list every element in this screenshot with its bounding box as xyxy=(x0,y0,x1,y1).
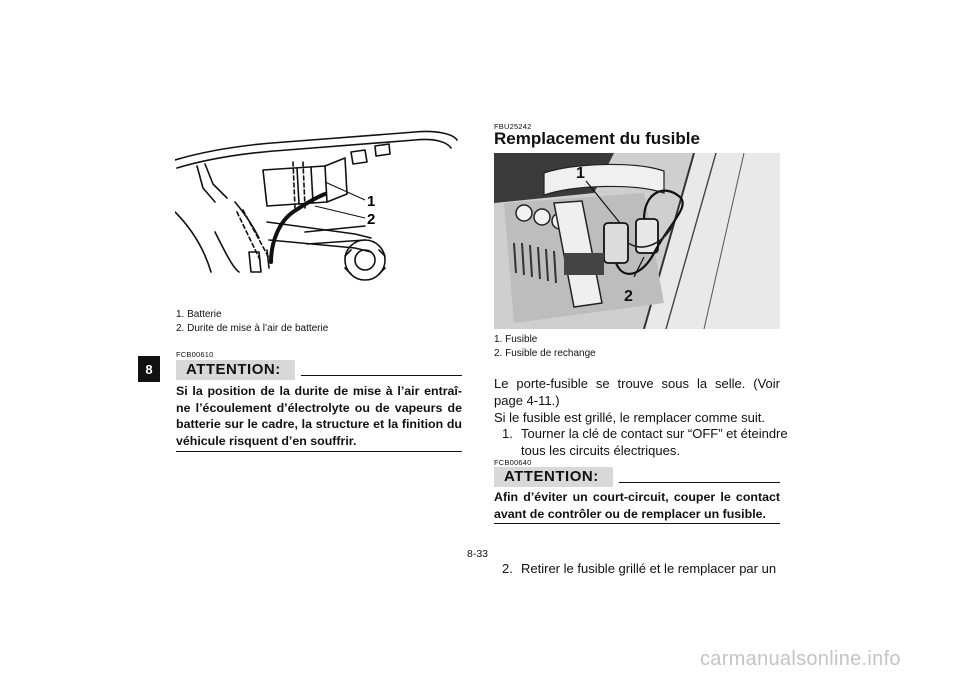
step-1 xyxy=(494,426,807,459)
right-warning-text: Afin d’éviter un court-circuit, couper le contact avant de contrôler ou de remplacer un fusible. xyxy=(494,490,780,521)
step-2 xyxy=(494,561,807,578)
attention-label: ATTENTION: xyxy=(176,360,295,380)
left-caption xyxy=(176,308,328,336)
paragraph-intro: Si le fusible est grillé, le remplacer comme suit. xyxy=(494,410,765,425)
callout-1: 1 xyxy=(576,165,585,182)
caption-item: 2. Durite de mise à l’air de batterie xyxy=(176,323,329,334)
section-tab: 8 xyxy=(138,356,160,382)
section-heading: Remplacement du fusible xyxy=(494,129,700,148)
battery-illustration xyxy=(175,122,463,302)
left-warning-text: Si la position de la durite de mise à l’air entraî-ne l’écoulement d’électrolyte ou de vapeurs de batterie sur le cadre, la structure et la finition du véhicule risquent d’en souffrir. xyxy=(176,384,462,448)
right-code: FBU25242 xyxy=(494,122,532,131)
attention-label: ATTENTION: xyxy=(494,467,613,487)
right-attention-header xyxy=(494,467,780,487)
fuse-drawing xyxy=(494,153,780,329)
page-number: 8-33 xyxy=(467,548,489,560)
right-caption xyxy=(494,333,596,361)
step-text: Tourner la clé de contact sur “OFF” et éteindre tous les circuits électriques. xyxy=(521,426,788,458)
step-number: 2. xyxy=(502,561,513,576)
watermark: carmanualsonline.info xyxy=(700,648,901,670)
caption-item: 1. Batterie xyxy=(176,309,222,320)
callout-2: 2 xyxy=(624,288,633,305)
caption-item: 2. Fusible de rechange xyxy=(494,348,596,359)
callout-2: 2 xyxy=(367,211,376,228)
caption-item: 1. Fusible xyxy=(494,334,538,345)
callout-1: 1 xyxy=(367,193,376,210)
left-bottom-rule xyxy=(176,451,462,452)
attention-rule xyxy=(301,365,462,376)
left-attention-header xyxy=(176,360,462,380)
right-code-2: FCB00640 xyxy=(494,458,532,467)
battery-drawing xyxy=(175,122,463,302)
step-number: 1. xyxy=(502,426,513,441)
paragraph-location: Le porte-fusible se trouve sous la selle. (Voir page 4-11.) xyxy=(494,376,780,408)
step-text: Retirer le fusible grillé et le remplacer par un xyxy=(521,561,777,576)
attention-rule xyxy=(619,472,780,483)
right-bottom-rule xyxy=(494,523,780,524)
left-code: FCB00610 xyxy=(176,350,214,359)
fuse-photo xyxy=(494,153,780,329)
